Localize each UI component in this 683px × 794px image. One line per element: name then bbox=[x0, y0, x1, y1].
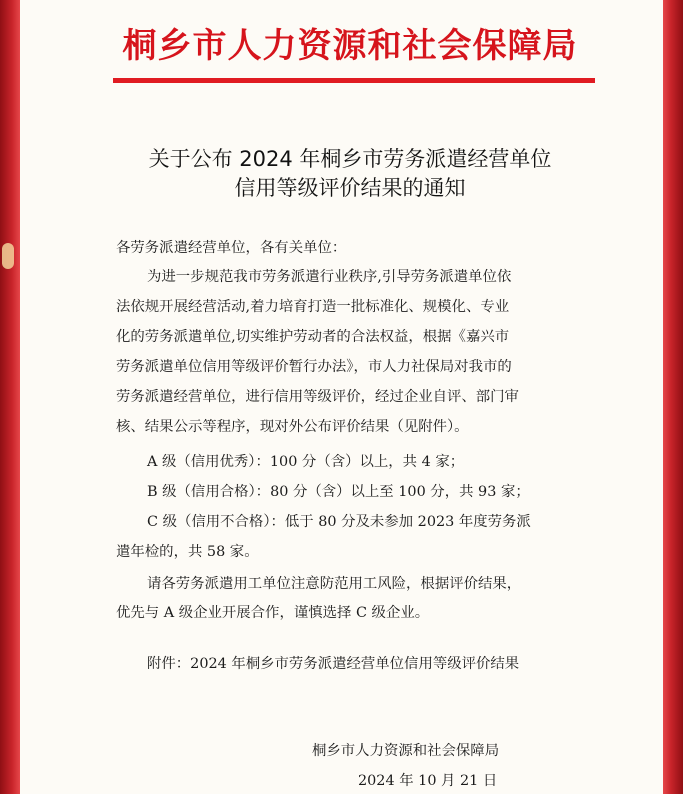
right-decorative-border bbox=[663, 0, 683, 794]
document-page bbox=[20, 0, 663, 794]
paragraph-line: 劳务派遣经营单位，进行信用等级评价，经过企业自评、部门审 bbox=[116, 389, 519, 405]
attachment-line: 附件：2024 年桐乡市劳务派遣经营单位信用等级评价结果 bbox=[147, 656, 520, 672]
org-letterhead: 桐乡市人力资源和社会保障局 bbox=[122, 26, 578, 66]
grade-a-line: A 级（信用优秀）：100 分（含）以上，共 4 家； bbox=[147, 454, 465, 470]
border-ornament bbox=[2, 243, 14, 269]
grade-c-line: 遣年检的，共 58 家。 bbox=[116, 544, 259, 560]
grade-c-line: C 级（信用不合格）：低于 80 分及未参加 2023 年度劳务派 bbox=[147, 514, 531, 530]
paragraph-line: 劳务派遣单位信用等级评价暂行办法》，市人力社保局对我市的 bbox=[116, 359, 512, 375]
signature-date: 2024 年 10 月 21 日 bbox=[358, 773, 498, 789]
signature-org: 桐乡市人力资源和社会保障局 bbox=[312, 743, 500, 759]
salutation: 各劳务派遣经营单位，各有关单位： bbox=[116, 240, 347, 256]
notice-title-line-1: 关于公布 2024 年桐乡市劳务派遣经营单位 bbox=[148, 147, 552, 171]
left-decorative-border bbox=[0, 0, 20, 794]
paragraph-line: 化的劳务派遣单位,切实维护劳动者的合法权益，根据《嘉兴市 bbox=[116, 329, 510, 345]
paragraph-line: 优先与 A 级企业开展合作，谨慎选择 C 级企业。 bbox=[116, 605, 430, 621]
letterhead-rule bbox=[113, 78, 595, 83]
paragraph-line: 为进一步规范我市劳务派遣行业秩序,引导劳务派遣单位依 bbox=[147, 269, 512, 285]
paragraph-line: 请各劳务派遣用工单位注意防范用工风险，根据评价结果， bbox=[147, 576, 522, 592]
paragraph-line: 核、结果公示等程序，现对外公布评价结果（见附件）。 bbox=[116, 419, 469, 435]
notice-title-line-2: 信用等级评价结果的通知 bbox=[234, 176, 466, 200]
paragraph-line: 法依规开展经营活动,着力培育打造一批标准化、规模化、专业 bbox=[116, 299, 510, 315]
grade-b-line: B 级（信用合格）：80 分（含）以上至 100 分，共 93 家； bbox=[147, 484, 530, 500]
